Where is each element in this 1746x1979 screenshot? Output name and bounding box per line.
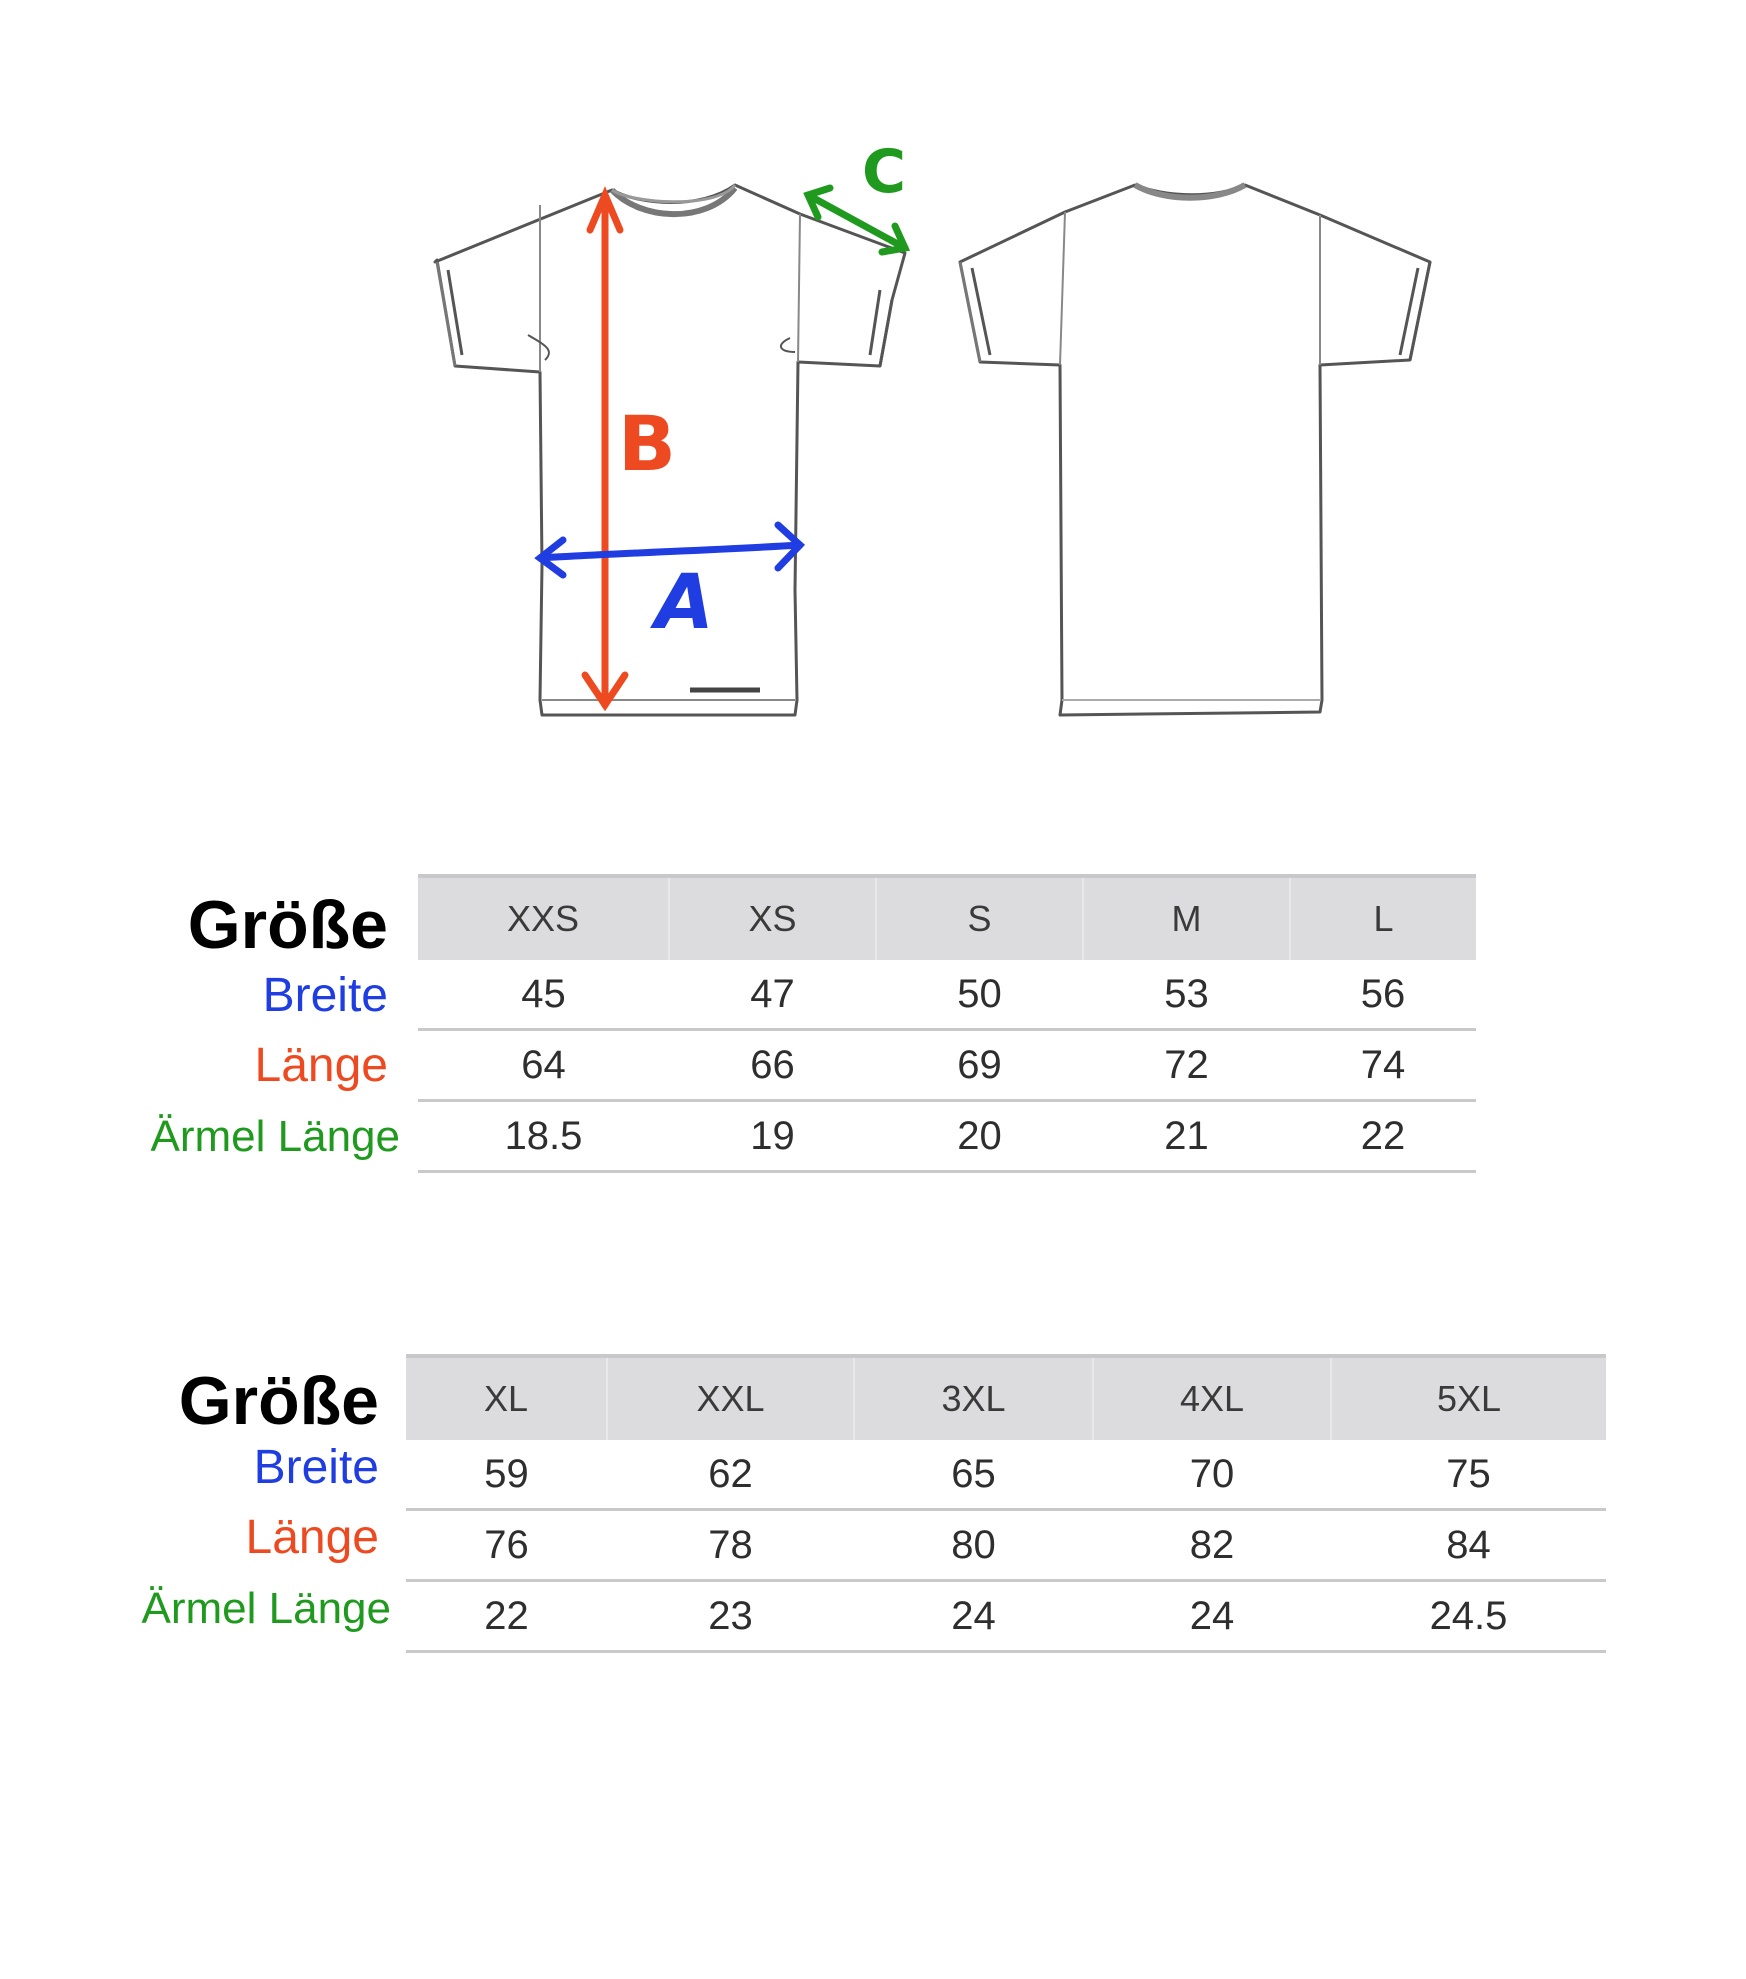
table-cell: 56 xyxy=(1290,960,1476,1030)
size-header-row xyxy=(406,1356,1606,1440)
size-header-cell: S xyxy=(876,876,1083,960)
row-label-width: Breite xyxy=(253,1441,379,1494)
table-cell: 22 xyxy=(1290,1101,1476,1172)
table-cell: 69 xyxy=(876,1030,1083,1101)
size-header-cell: 5XL xyxy=(1331,1356,1606,1440)
size-chart-xxs-l xyxy=(0,860,1746,1190)
label-a: A xyxy=(655,557,714,646)
table-cell: 59 xyxy=(406,1440,607,1510)
table-row-width xyxy=(406,1440,1606,1510)
table-cell: 19 xyxy=(669,1101,876,1172)
table-cell: 76 xyxy=(406,1510,607,1581)
size-header-row xyxy=(418,876,1476,960)
table-row-sleeve xyxy=(406,1581,1606,1652)
table-cell: 80 xyxy=(854,1510,1093,1581)
table-cell: 78 xyxy=(607,1510,854,1581)
table-cell: 72 xyxy=(1083,1030,1290,1101)
tshirt-measurement-diagram xyxy=(0,0,1746,760)
size-table xyxy=(418,874,1476,1173)
table-row-length xyxy=(418,1030,1476,1101)
size-chart-xl-5xl xyxy=(0,1340,1746,1670)
table-cell: 74 xyxy=(1290,1030,1476,1101)
size-header-cell: 3XL xyxy=(854,1356,1093,1440)
table-cell: 24 xyxy=(854,1581,1093,1652)
row-label-width: Breite xyxy=(262,969,388,1022)
table-row-length xyxy=(406,1510,1606,1581)
table-cell: 50 xyxy=(876,960,1083,1030)
table-cell: 75 xyxy=(1331,1440,1606,1510)
row-label-sleeve: Ärmel Länge xyxy=(141,1584,391,1633)
table-row-width xyxy=(418,960,1476,1030)
size-header-cell: XXL xyxy=(607,1356,854,1440)
row-label-sleeve: Ärmel Länge xyxy=(150,1112,400,1161)
table-cell: 84 xyxy=(1331,1510,1606,1581)
label-c: C xyxy=(862,137,907,207)
table-cell: 62 xyxy=(607,1440,854,1510)
row-label-size: Größe xyxy=(178,1363,379,1439)
row-label-length: Länge xyxy=(254,1039,388,1092)
table-cell: 23 xyxy=(607,1581,854,1652)
table-row-sleeve xyxy=(418,1101,1476,1172)
table-cell: 22 xyxy=(406,1581,607,1652)
size-header-cell: XXS xyxy=(418,876,669,960)
table-cell: 45 xyxy=(418,960,669,1030)
table-cell: 18.5 xyxy=(418,1101,669,1172)
row-label-size: Größe xyxy=(187,887,388,963)
table-cell: 24 xyxy=(1093,1581,1331,1652)
label-b: B xyxy=(618,399,676,488)
size-header-cell: M xyxy=(1083,876,1290,960)
size-header-cell: L xyxy=(1290,876,1476,960)
table-cell: 47 xyxy=(669,960,876,1030)
table-cell: 24.5 xyxy=(1331,1581,1606,1652)
row-label-length: Länge xyxy=(245,1511,379,1564)
table-cell: 82 xyxy=(1093,1510,1331,1581)
table-cell: 64 xyxy=(418,1030,669,1101)
table-cell: 70 xyxy=(1093,1440,1331,1510)
size-header-cell: 4XL xyxy=(1093,1356,1331,1440)
tshirt-back xyxy=(960,185,1430,715)
table-cell: 53 xyxy=(1083,960,1290,1030)
table-cell: 65 xyxy=(854,1440,1093,1510)
size-table xyxy=(406,1354,1606,1653)
table-cell: 20 xyxy=(876,1101,1083,1172)
size-header-cell: XL xyxy=(406,1356,607,1440)
table-cell: 21 xyxy=(1083,1101,1290,1172)
size-header-cell: XS xyxy=(669,876,876,960)
table-cell: 66 xyxy=(669,1030,876,1101)
